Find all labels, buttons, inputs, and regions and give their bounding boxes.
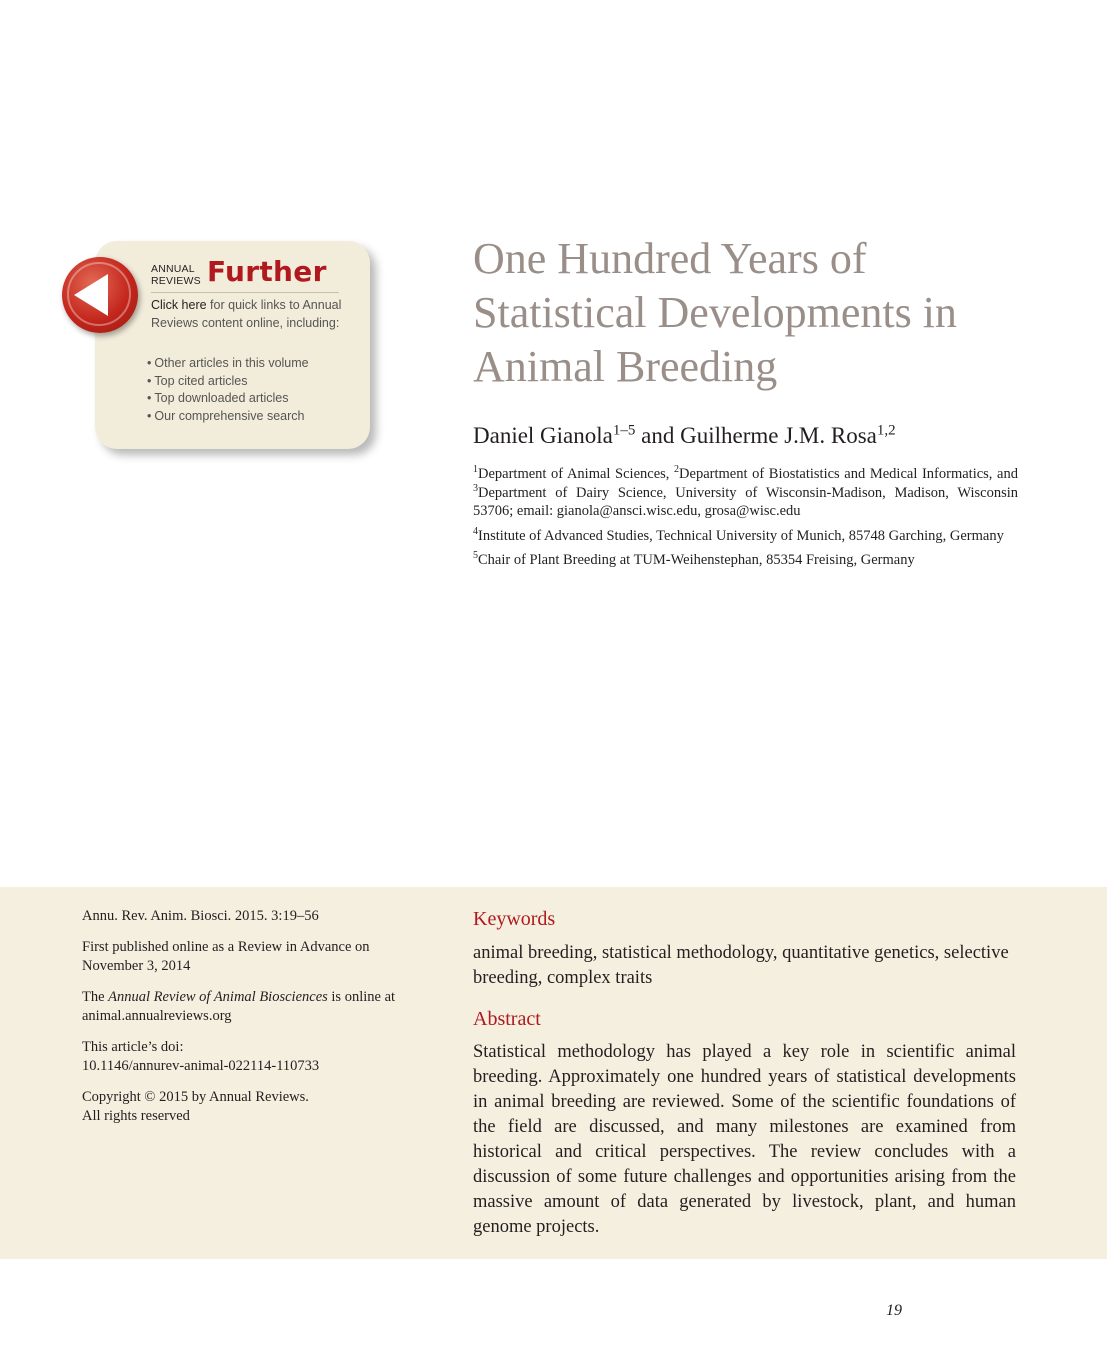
page-number: 19 bbox=[886, 1302, 902, 1319]
further-box[interactable] bbox=[95, 241, 370, 449]
copyright: Copyright © 2015 by Annual Reviews. All rights reserved bbox=[82, 1088, 309, 1124]
abstract-text: Statistical methodology has played a key role in scientific animal breeding. Approximately one hundred years of statistical developments in animal breeding are reviewed. Some of the scientific foundations of the field are discussed, and many milestones are examined from historical and critical perspectives. The review concludes with a discussion of some future challenges and opportunities arising from the massive amount of data generated by livestock, plant, and human genome projects. bbox=[473, 1042, 1016, 1237]
doi-info: This article’s doi: 10.1146/annurev-animal-022114-110733 bbox=[82, 1038, 320, 1074]
further-title: Further bbox=[207, 255, 327, 288]
author-name: Daniel Gianola bbox=[473, 423, 613, 448]
further-description: Click here for quick links to Annual Reviews content online, including: bbox=[151, 298, 342, 330]
affiliation: $^5$Chair of Plant Breeding at TUM-Weihenstephan, 85354 Freising, Germany bbox=[473, 550, 915, 568]
annual-reviews-logo-text: ANNUAL REVIEWS bbox=[151, 263, 201, 287]
further-link-item[interactable]: • Top downloaded articles bbox=[147, 390, 309, 408]
keywords-heading: Keywords bbox=[473, 908, 556, 930]
further-link-item[interactable]: • Our comprehensive search bbox=[147, 408, 309, 426]
affiliation: $^1$Department of Animal Sciences, $^2$Department of Biostatistics and Medical Informatics, and $^3$Department of Dairy Science, University of Wisconsin-Madison, Madison, Wisconsin 53706; email: gianola@ansci.wisc.edu, grosa@wisc.edu bbox=[473, 464, 1018, 519]
online-note: The Annual Review of Animal Biosciences is online at animal.annualreviews.org bbox=[82, 988, 396, 1024]
article-title: One Hundred Years of Statistical Developments in Animal Breeding bbox=[473, 234, 957, 391]
author-name: Guilherme J.M. Rosa bbox=[680, 423, 877, 448]
back-arrow-icon[interactable] bbox=[62, 257, 138, 333]
citation: Annu. Rev. Anim. Biosci. 2015. 3:19–56 bbox=[82, 908, 319, 924]
abstract-heading: Abstract bbox=[473, 1008, 541, 1030]
further-links-list bbox=[147, 355, 309, 425]
affiliation: $^4$Institute of Advanced Studies, Technical University of Munich, 85748 Garching, Germany bbox=[473, 525, 1004, 544]
further-link-item[interactable]: • Top cited articles bbox=[147, 373, 309, 391]
further-link-item[interactable]: • Other articles in this volume bbox=[147, 355, 309, 373]
keywords-text: animal breeding, statistical methodology, quantitative genetics, selective breeding, complex traits bbox=[473, 943, 1009, 988]
click-here-link[interactable]: Click here bbox=[151, 298, 207, 312]
further-divider bbox=[151, 292, 339, 293]
doi-link[interactable]: 10.1146/annurev-animal-022114-110733 bbox=[82, 1058, 320, 1074]
affiliations bbox=[473, 465, 1018, 576]
first-published: First published online as a Review in Advance on November 3, 2014 bbox=[82, 938, 370, 974]
article-metadata bbox=[82, 907, 400, 1138]
author-list: Daniel Gianola$^{1-5}$ and Guilherme J.M. Rosa$^{1,2}$ bbox=[473, 422, 896, 448]
